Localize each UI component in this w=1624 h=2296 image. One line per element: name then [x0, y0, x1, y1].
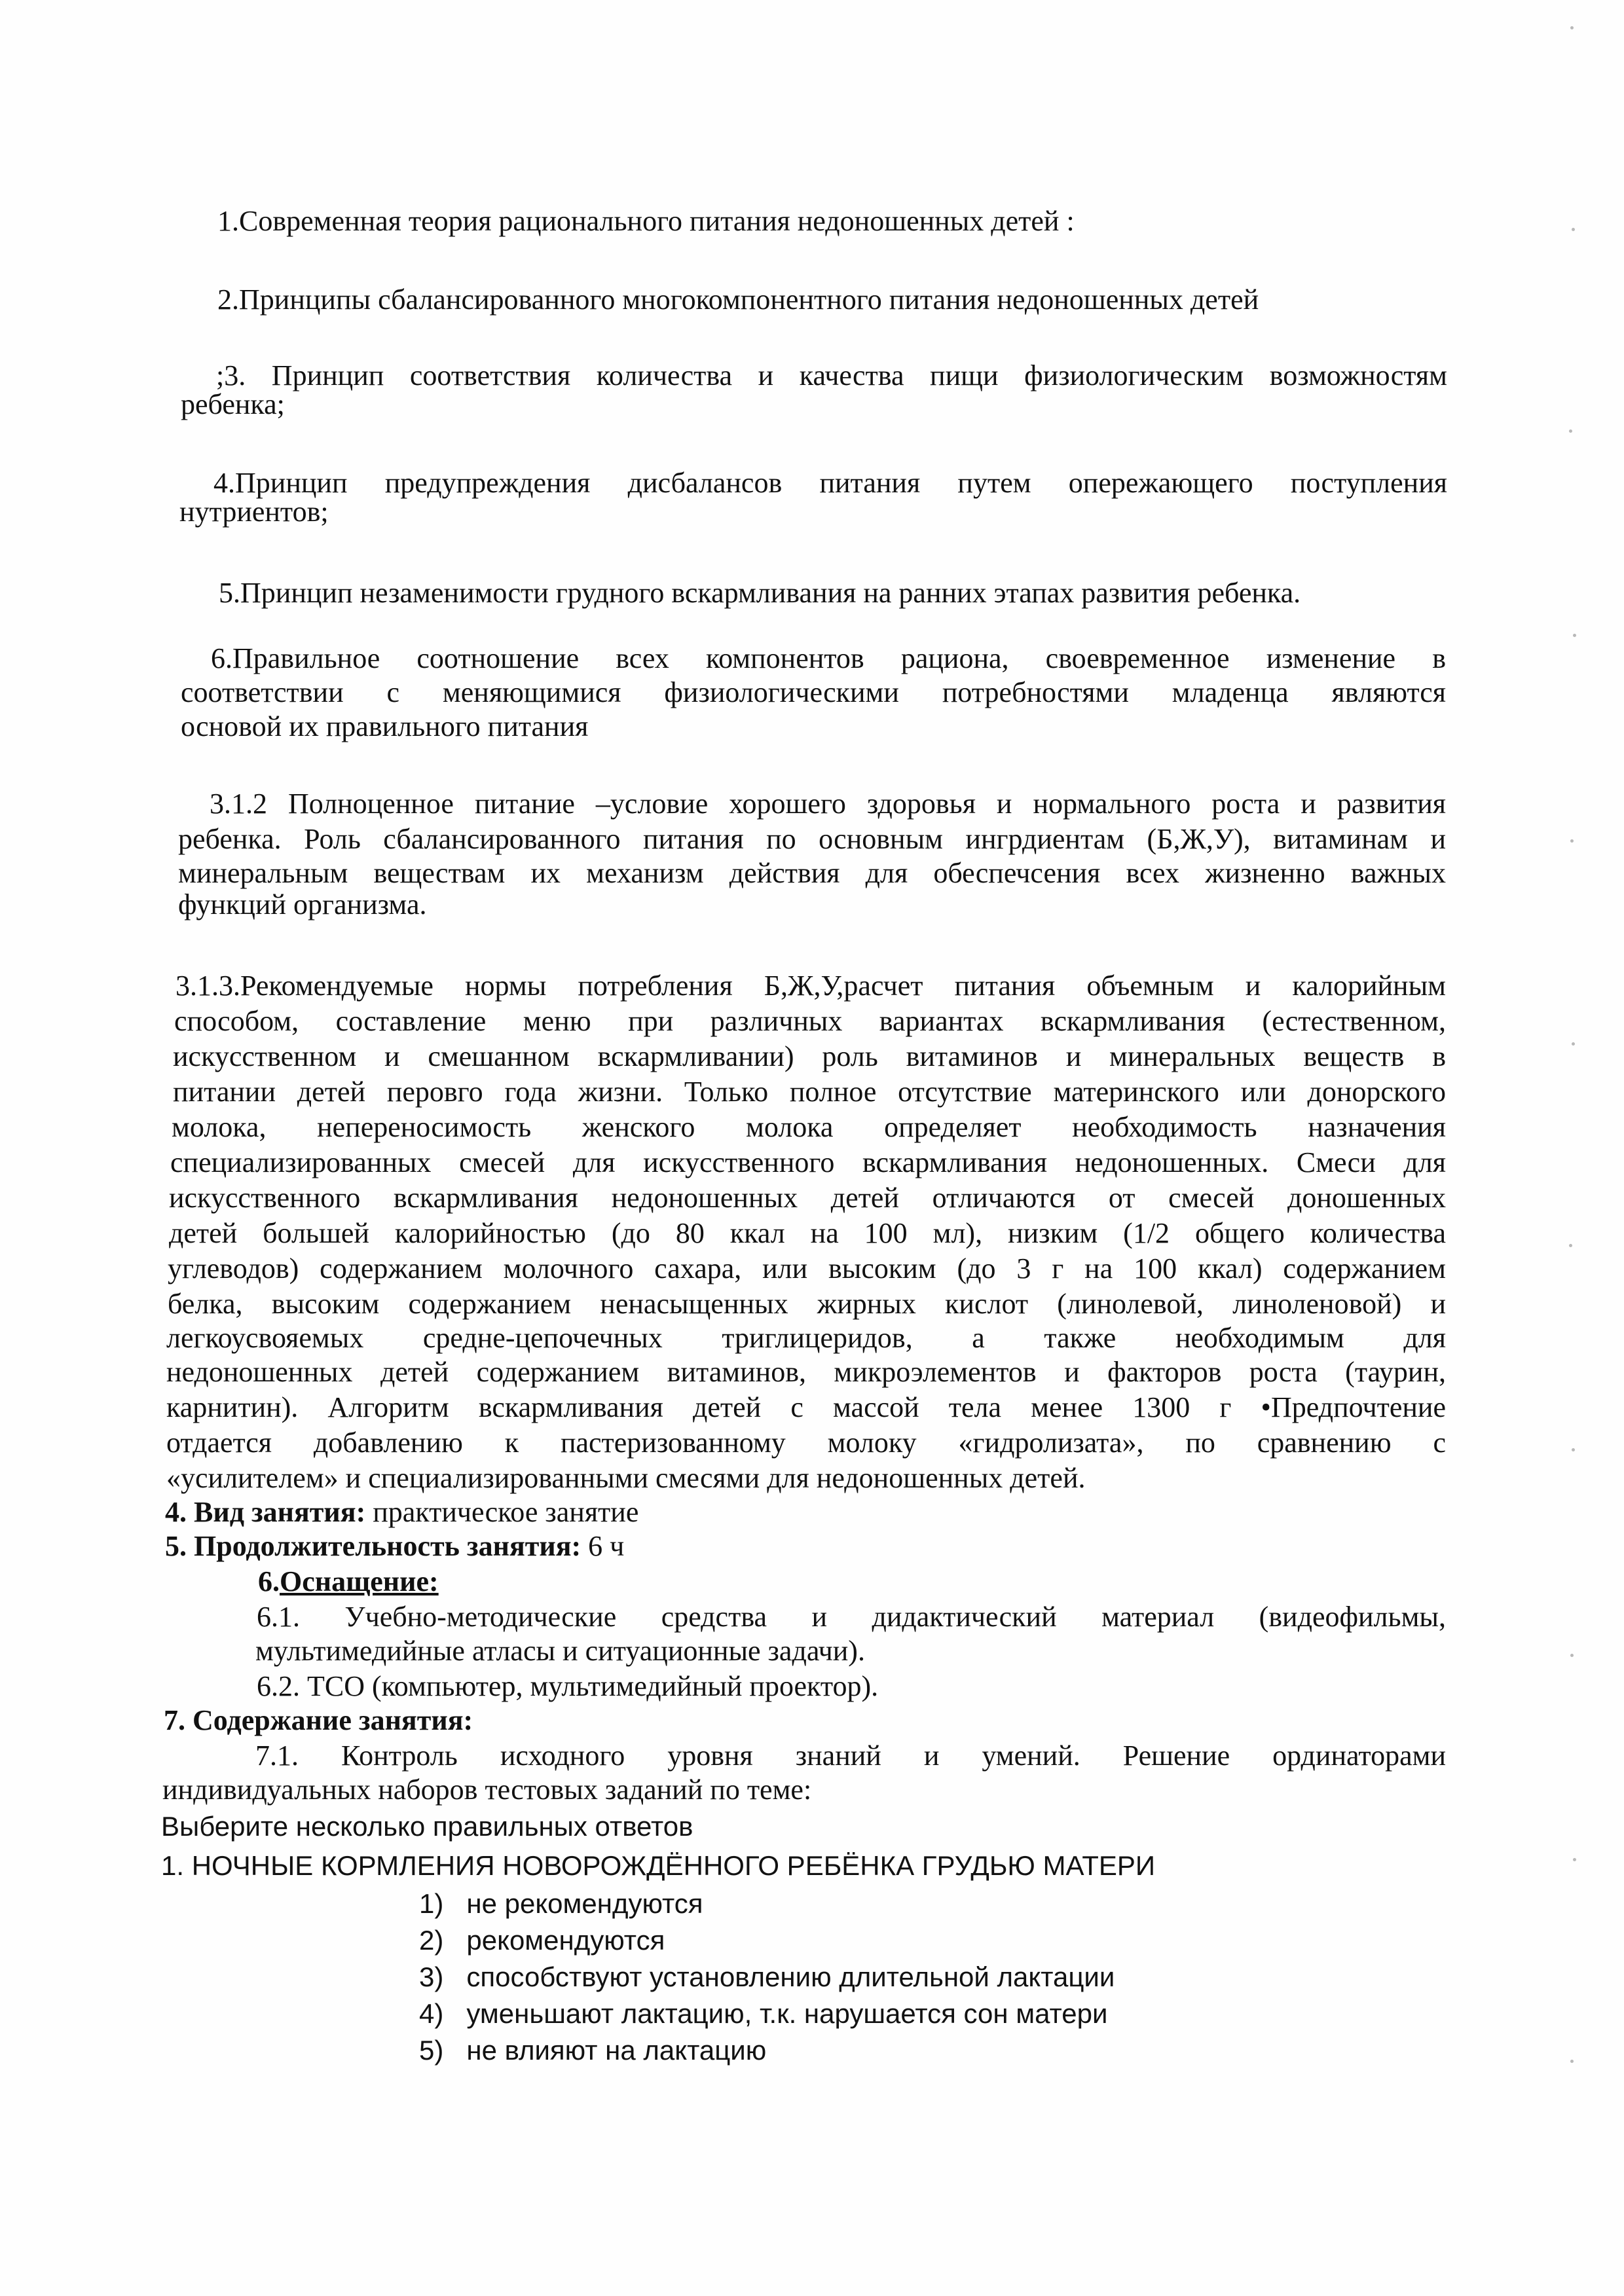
section-313-line-5: молока, непереносимость женского молока определяет необходимость назначения	[172, 1111, 1446, 1143]
section-313-line-9: углеводов) содержанием молочного сахара, или высоким (до 3 г на 100 ккал) содержанием	[168, 1252, 1446, 1285]
section-4-value: практическое занятие	[365, 1496, 639, 1528]
option-text: не влияют на лактацию	[466, 2035, 767, 2066]
section-313-line-13: карнитин). Алгоритм вскармливания детей с массой тела менее 1300 г •Предпочтение	[166, 1391, 1446, 1423]
item-6-line-3: основой их правильного питания	[181, 710, 589, 742]
section-4-label: 4. Вид занятия:	[165, 1496, 366, 1528]
section-7-1-line-1: 7.1. Контроль исходного уровня знаний и умений. Решение ординаторами	[255, 1740, 1446, 1772]
item-4-line-2: нутриентов;	[179, 496, 329, 528]
scan-speck	[1570, 26, 1574, 29]
answer-option	[419, 1959, 1115, 1995]
option-number: 5)	[419, 2035, 444, 2066]
section-7-heading: 7. Содержание занятия:	[164, 1704, 473, 1736]
section-312-line-1: 3.1.2 Полноценное питание –условие хорошего здоровья и нормального роста и развития	[210, 788, 1446, 820]
question-text: 1. НОЧНЫЕ КОРМЛЕНИЯ НОВОРОЖДЁННОГО РЕБЁНКА ГРУДЬЮ МАТЕРИ	[161, 1850, 1156, 1881]
option-text: способствуют установлению длительной лактации	[466, 1961, 1115, 1992]
scan-speck	[1570, 1654, 1574, 1657]
option-text: уменьшают лактацию, т.к. нарушается сон матери	[466, 1998, 1108, 2029]
section-5	[165, 1528, 624, 1565]
answer-option	[419, 1886, 703, 1922]
answer-option	[419, 1922, 665, 1959]
scan-speck	[1570, 839, 1574, 843]
section-5-label: 5. Продолжительность занятия:	[165, 1530, 581, 1562]
section-313-line-6: специализированных смесей для искусственного вскармливания недоношенных. Смеси для	[170, 1146, 1446, 1178]
section-6-label: Оснащение:	[280, 1565, 439, 1597]
section-313-line-1: 3.1.3.Рекомендуемые нормы потребления Б,Ж,У,расчет питания объемным и калорийным	[175, 970, 1446, 1002]
section-6-number: 6.	[258, 1565, 280, 1597]
section-312-line-3: минеральным веществам их механизм действия для обеспечсения всех жизненно важных	[178, 857, 1446, 889]
item-3-line-2: ребенка;	[181, 388, 285, 420]
item-3-line-1: ;3. Принцип соответствия количества и качества пищи физиологическим возможностям	[216, 359, 1447, 392]
item-5: 5.Принцип незаменимости грудного вскармливания на ранних этапах развития ребенка.	[219, 577, 1301, 609]
scan-speck	[1572, 1448, 1575, 1451]
section-5-value: 6 ч	[581, 1530, 625, 1562]
section-7-1-line-2: индивидуальных наборов тестовых заданий по теме:	[162, 1774, 812, 1806]
scan-speck	[1569, 1244, 1572, 1247]
answer-option	[419, 1995, 1107, 2032]
item-1: 1.Современная теория рационального питания недоношенных детей :	[217, 205, 1075, 237]
scan-speck	[1573, 1858, 1576, 1861]
scan-speck	[1573, 634, 1576, 637]
section-313-line-11: легкоусвояемых средне-цепочечных триглицеридов, а также необходимым для	[166, 1322, 1446, 1354]
section-4	[165, 1494, 638, 1531]
item-6-line-2: соответствии с меняющимися физиологическими потребностями младенца являются	[181, 676, 1446, 708]
scan-speck	[1572, 228, 1575, 231]
scan-speck	[1570, 2060, 1574, 2063]
section-313-line-15: «усилителем» и специализированными смесями для недоношенных детей.	[166, 1462, 1086, 1494]
section-313-line-4: питании детей перовго года жизни. Только полное отсутствие материнского или донорского	[173, 1076, 1446, 1108]
option-text: не рекомендуются	[466, 1888, 703, 1919]
section-6-1-line-1: 6.1. Учебно-методические средства и дидактический материал (видеофильмы,	[257, 1601, 1446, 1633]
item-4-line-1: 4.Принцип предупреждения дисбалансов питания путем опережающего поступления	[213, 467, 1447, 499]
section-313-line-10: белка, высоким содержанием ненасыщенных жирных кислот (линолевой, линоленовой) и	[168, 1288, 1446, 1320]
section-6-heading	[258, 1563, 439, 1600]
section-313-line-2: способом, составление меню при различных вариантах вскармливания (естественном,	[174, 1005, 1446, 1037]
section-313-line-14: отдается добавлению к пастеризованному молоку «гидролизата», по сравнению с	[166, 1427, 1446, 1459]
section-6-2: 6.2. ТСО (компьютер, мультимедийный проектор).	[257, 1670, 879, 1702]
option-text: рекомендуются	[466, 1925, 665, 1956]
section-313-line-3: искусственном и смешанном вскармливании) роль витаминов и минеральных веществ в	[173, 1040, 1446, 1072]
section-6-1-line-2: мультимедийные атласы и ситуационные задачи).	[255, 1635, 865, 1667]
option-number: 3)	[419, 1961, 444, 1992]
item-2: 2.Принципы сбалансированного многокомпонентного питания недоношенных детей	[217, 283, 1259, 316]
scan-speck	[1572, 1042, 1575, 1046]
section-312-line-2: ребенка. Роль сбалансированного питания по основным ингрдиентам (Б,Ж,У), витаминам и	[178, 823, 1446, 855]
section-313-line-8: детей большей калорийностью (до 80 ккал на 100 мл), низким (1/2 общего количества	[169, 1217, 1446, 1249]
test-instruction: Выберите несколько правильных ответов	[161, 1811, 693, 1842]
answer-option	[419, 2032, 766, 2069]
option-number: 4)	[419, 1998, 444, 2029]
option-number: 2)	[419, 1925, 444, 1956]
section-312-line-4: функций организма.	[178, 888, 427, 920]
scan-speck	[1569, 429, 1572, 433]
option-number: 1)	[419, 1888, 444, 1919]
section-313-line-12: недоношенных детей содержанием витаминов, микроэлементов и факторов роста (таурин,	[166, 1356, 1446, 1388]
section-313-line-7: искусственного вскармливания недоношенных детей отличаются от смесей доношенных	[169, 1182, 1446, 1214]
item-6-line-1: 6.Правильное соотношение всех компонентов рациона, своевременное изменение в	[211, 642, 1446, 674]
